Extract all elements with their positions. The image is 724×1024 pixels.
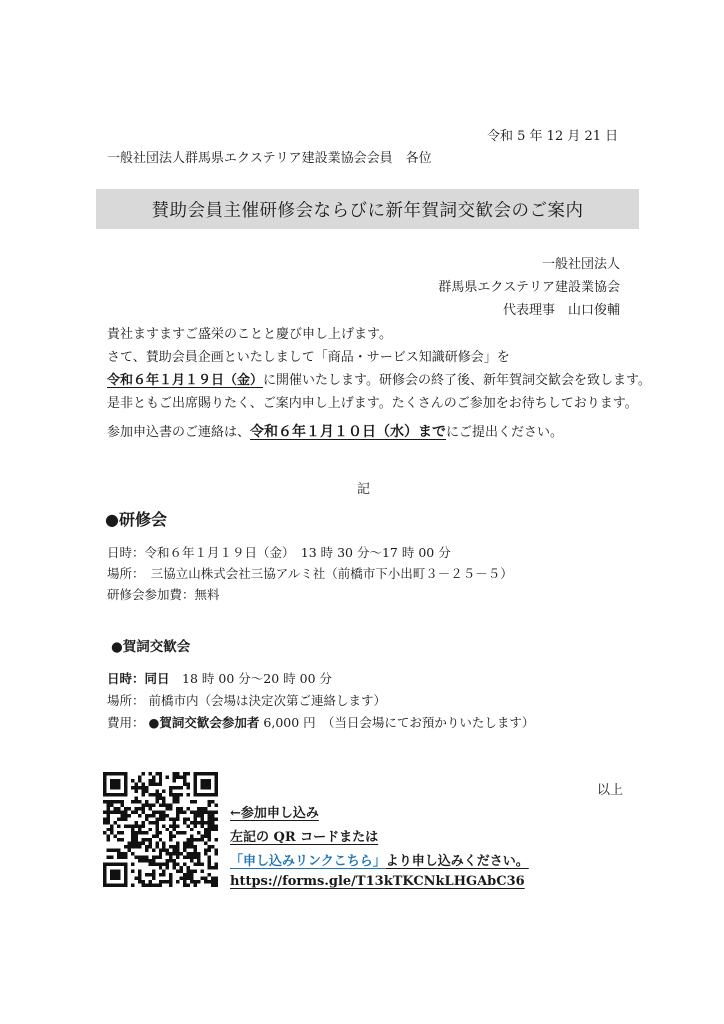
deadline-suffix: にご提出ください。 bbox=[446, 425, 564, 440]
body-line-2: さて、賛助会員企画といたしまして「商品・サービス知識研修会」を bbox=[107, 350, 510, 365]
ki-mark: 記 bbox=[357, 482, 371, 497]
document-title: 賛助会員主催研修会ならびに新年賀詞交歓会のご案内 bbox=[151, 200, 584, 221]
party-fee-label: 費用： bbox=[107, 715, 145, 730]
seminar-datetime: 日時：令和６年１月１９日（金） 13 時 30 分～17 時 00 分 bbox=[107, 545, 451, 560]
seminar-date-emphasis: 令和６年１月１９日（金） bbox=[107, 373, 264, 388]
apply-link[interactable]: 「申し込みリンクこちら」 bbox=[230, 854, 386, 869]
seminar-fee: 研修会参加費：無料 bbox=[107, 587, 220, 602]
seminar-heading: ●研修会 bbox=[105, 510, 167, 529]
apply-qr-text: 左記の QR コードまたは bbox=[230, 830, 379, 845]
deadline-emphasis: 令和６年１月１０日（水）まで bbox=[250, 424, 447, 440]
body-line-4: 是非ともご出席賜りたく、ご案内申し上げます。たくさんのご参加をお待ちしております。 bbox=[107, 396, 638, 411]
qr-code-icon[interactable] bbox=[103, 772, 218, 887]
party-heading: ●賀詞交歓会 bbox=[111, 639, 191, 655]
apply-arrow-label: ←参加申し込み bbox=[230, 806, 319, 821]
deadline-prefix: 参加申込書のご連絡は、 bbox=[107, 425, 251, 440]
party-datetime-value: 18 時 00 分～20 時 00 分 bbox=[182, 671, 332, 686]
deadline-line bbox=[107, 421, 563, 441]
party-fee-participant: ●賀詞交歓会参加者 bbox=[148, 715, 260, 730]
apply-url[interactable]: https://forms.gle/T13kTKCNkLHGAbC36 bbox=[230, 874, 525, 889]
title-banner bbox=[96, 189, 639, 229]
body-line-1: 貴社ますますご盛栄のことと慶び申し上げます。 bbox=[107, 327, 392, 342]
party-place: 場所： 前橋市内（会場は決定次第ご連絡します） bbox=[107, 693, 386, 708]
party-datetime-label: 日時：同日 bbox=[107, 671, 170, 686]
sender-org-type: 一般社団法人 bbox=[541, 257, 620, 272]
party-fee-value: 6,000 円 （当日会場にてお預かりいたします） bbox=[263, 715, 535, 730]
body-line-3 bbox=[107, 369, 651, 388]
apply-link-line bbox=[230, 850, 529, 869]
body-line-3-rest: に開催いたします。研修会の終了後、新年賀詞交歓会を致します。 bbox=[263, 373, 651, 388]
sender-org-name: 群馬県エクステリア建設業協会 bbox=[438, 280, 620, 295]
party-fee bbox=[107, 713, 534, 731]
closing-mark: 以上 bbox=[597, 783, 624, 798]
apply-link-suffix: より申し込みください。 bbox=[385, 854, 529, 869]
party-datetime bbox=[107, 669, 332, 687]
addressee: 一般社団法人群馬県エクステリア建設業協会会員 各位 bbox=[107, 151, 432, 166]
sender-representative: 代表理事 山口俊輔 bbox=[502, 303, 620, 318]
seminar-place: 場所： 三協立山株式会社三協アルミ社（前橋市下小出町３－２５－５） bbox=[107, 566, 513, 581]
document-date: 令和 5 年 12 月 21 日 bbox=[487, 129, 619, 144]
